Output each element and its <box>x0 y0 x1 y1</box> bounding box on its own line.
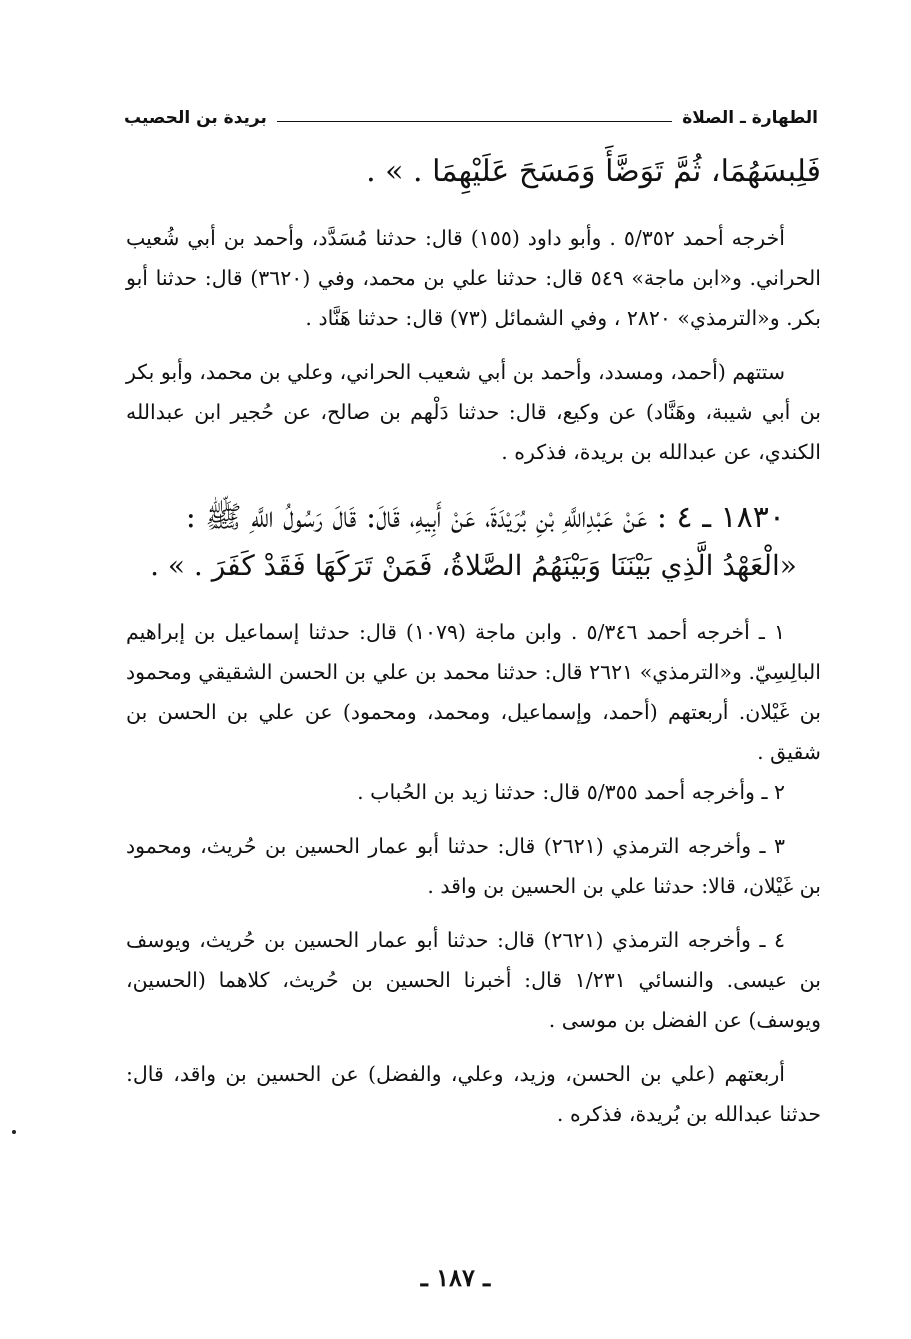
page-body <box>126 148 821 1134</box>
page-number: ـ ١٨٧ ـ <box>420 1263 491 1292</box>
takhrij-note-4: ٤ ـ وأخرجه الترمذي (٢٦٢١) قال: حدثنا أبو عمار الحسين بن حُريث، ويوسف بن عيسى. والنسائي ١/٢٣١ قال: أخبرنا الحسين بن حُريث، كلاهما (الحسين، ويوسف) عن الفضل بن موسى . <box>126 928 821 1032</box>
takhrij-note-2: ٢ ـ وأخرجه أحمد ٥/٣٥٥ قال: حدثنا زيد بن الحُباب . <box>357 780 785 804</box>
takhrij-paragraph-1: أخرجه أحمد ٥/٣٥٢ . وأبو داود (١٥٥) قال: حدثنا مُسَدَّد، وأحمد بن أبي شُعيب الحراني. و«ابن ماجة» ٥٤٩ قال: حدثنا علي بن محمد، وفي (٣٦٢٠) قال: حدثنا أبو بكر. و«الترمذي» ٢٨٢٠ ، وفي الشمائل (٧٣) قال: حدثنا هَنَّاد . <box>126 226 821 330</box>
print-speck <box>12 1130 16 1134</box>
header-chapter-title: الطهارة ـ الصلاة <box>682 108 818 128</box>
chain-summary-1: ستتهم (أحمد، ومسدد، وأحمد بن أبي شعيب الحراني، وعلي بن محمد، وأبو بكر بن أبي شيبة، وهَنَّاد) عن وكيع، قال: حدثنا دَلْهم بن صالح، عن حُجير ابن عبدالله الكندي، عن عبدالله بن بريدة، فذكره . <box>126 360 821 464</box>
running-header <box>124 100 818 136</box>
takhrij-note-1: ١ ـ أخرجه أحمد ٥/٣٤٦ . وابن ماجة (١٠٧٩) قال: حدثنا إسماعيل بن إبراهيم البالِسِيّ. و«الترمذي» ٢٦٢١ قال: حدثنا محمد بن علي بن الحسن الشقيقي ومحمود بن غَيْلان. أربعتهم (أحمد، وإسماعيل، ومحمد، ومحمود) عن علي بن الحسن بن شقيق . <box>126 620 821 764</box>
header-rule <box>277 121 672 122</box>
takhrij-note-3: ٣ ـ وأخرجه الترمذي (٢٦٢١) قال: حدثنا أبو عمار الحسين بن حُريث، ومحمود بن غَيْلان، قالا: حدثنا علي بن الحسين بن واقد . <box>126 834 821 898</box>
hadith-text: «الْعَهْدُ الَّذِي بَيْنَنَا وَبَيْنَهُمُ الصَّلاةُ، فَمَنْ تَرَكَهَا فَقَدْ كَفَرَ . » . <box>150 549 797 582</box>
chain-summary-2: أربعتهم (علي بن الحسن، وزيد، وعلي، والفضل) عن الحسين بن واقد، قال: حدثنا عبدالله بن بُريدة، فذكره . <box>126 1062 821 1126</box>
header-section-title: بريدة بن الحصيب <box>124 108 267 128</box>
hadith-continuation: فَلِبسَهُمَا، ثُمَّ تَوَضَّأَ وَمَسَحَ عَلَيْهِمَا . » . <box>366 154 821 189</box>
hadith-heading: ١٨٣٠ ـ ٤ : عَنْ عَبْدِاللَّهِ بْنِ بُرَيْدَةَ، عَنْ أَبِيهِ، قَالَ: قَالَ رَسُولُ اللَّهِ ﷺ : <box>185 500 785 535</box>
